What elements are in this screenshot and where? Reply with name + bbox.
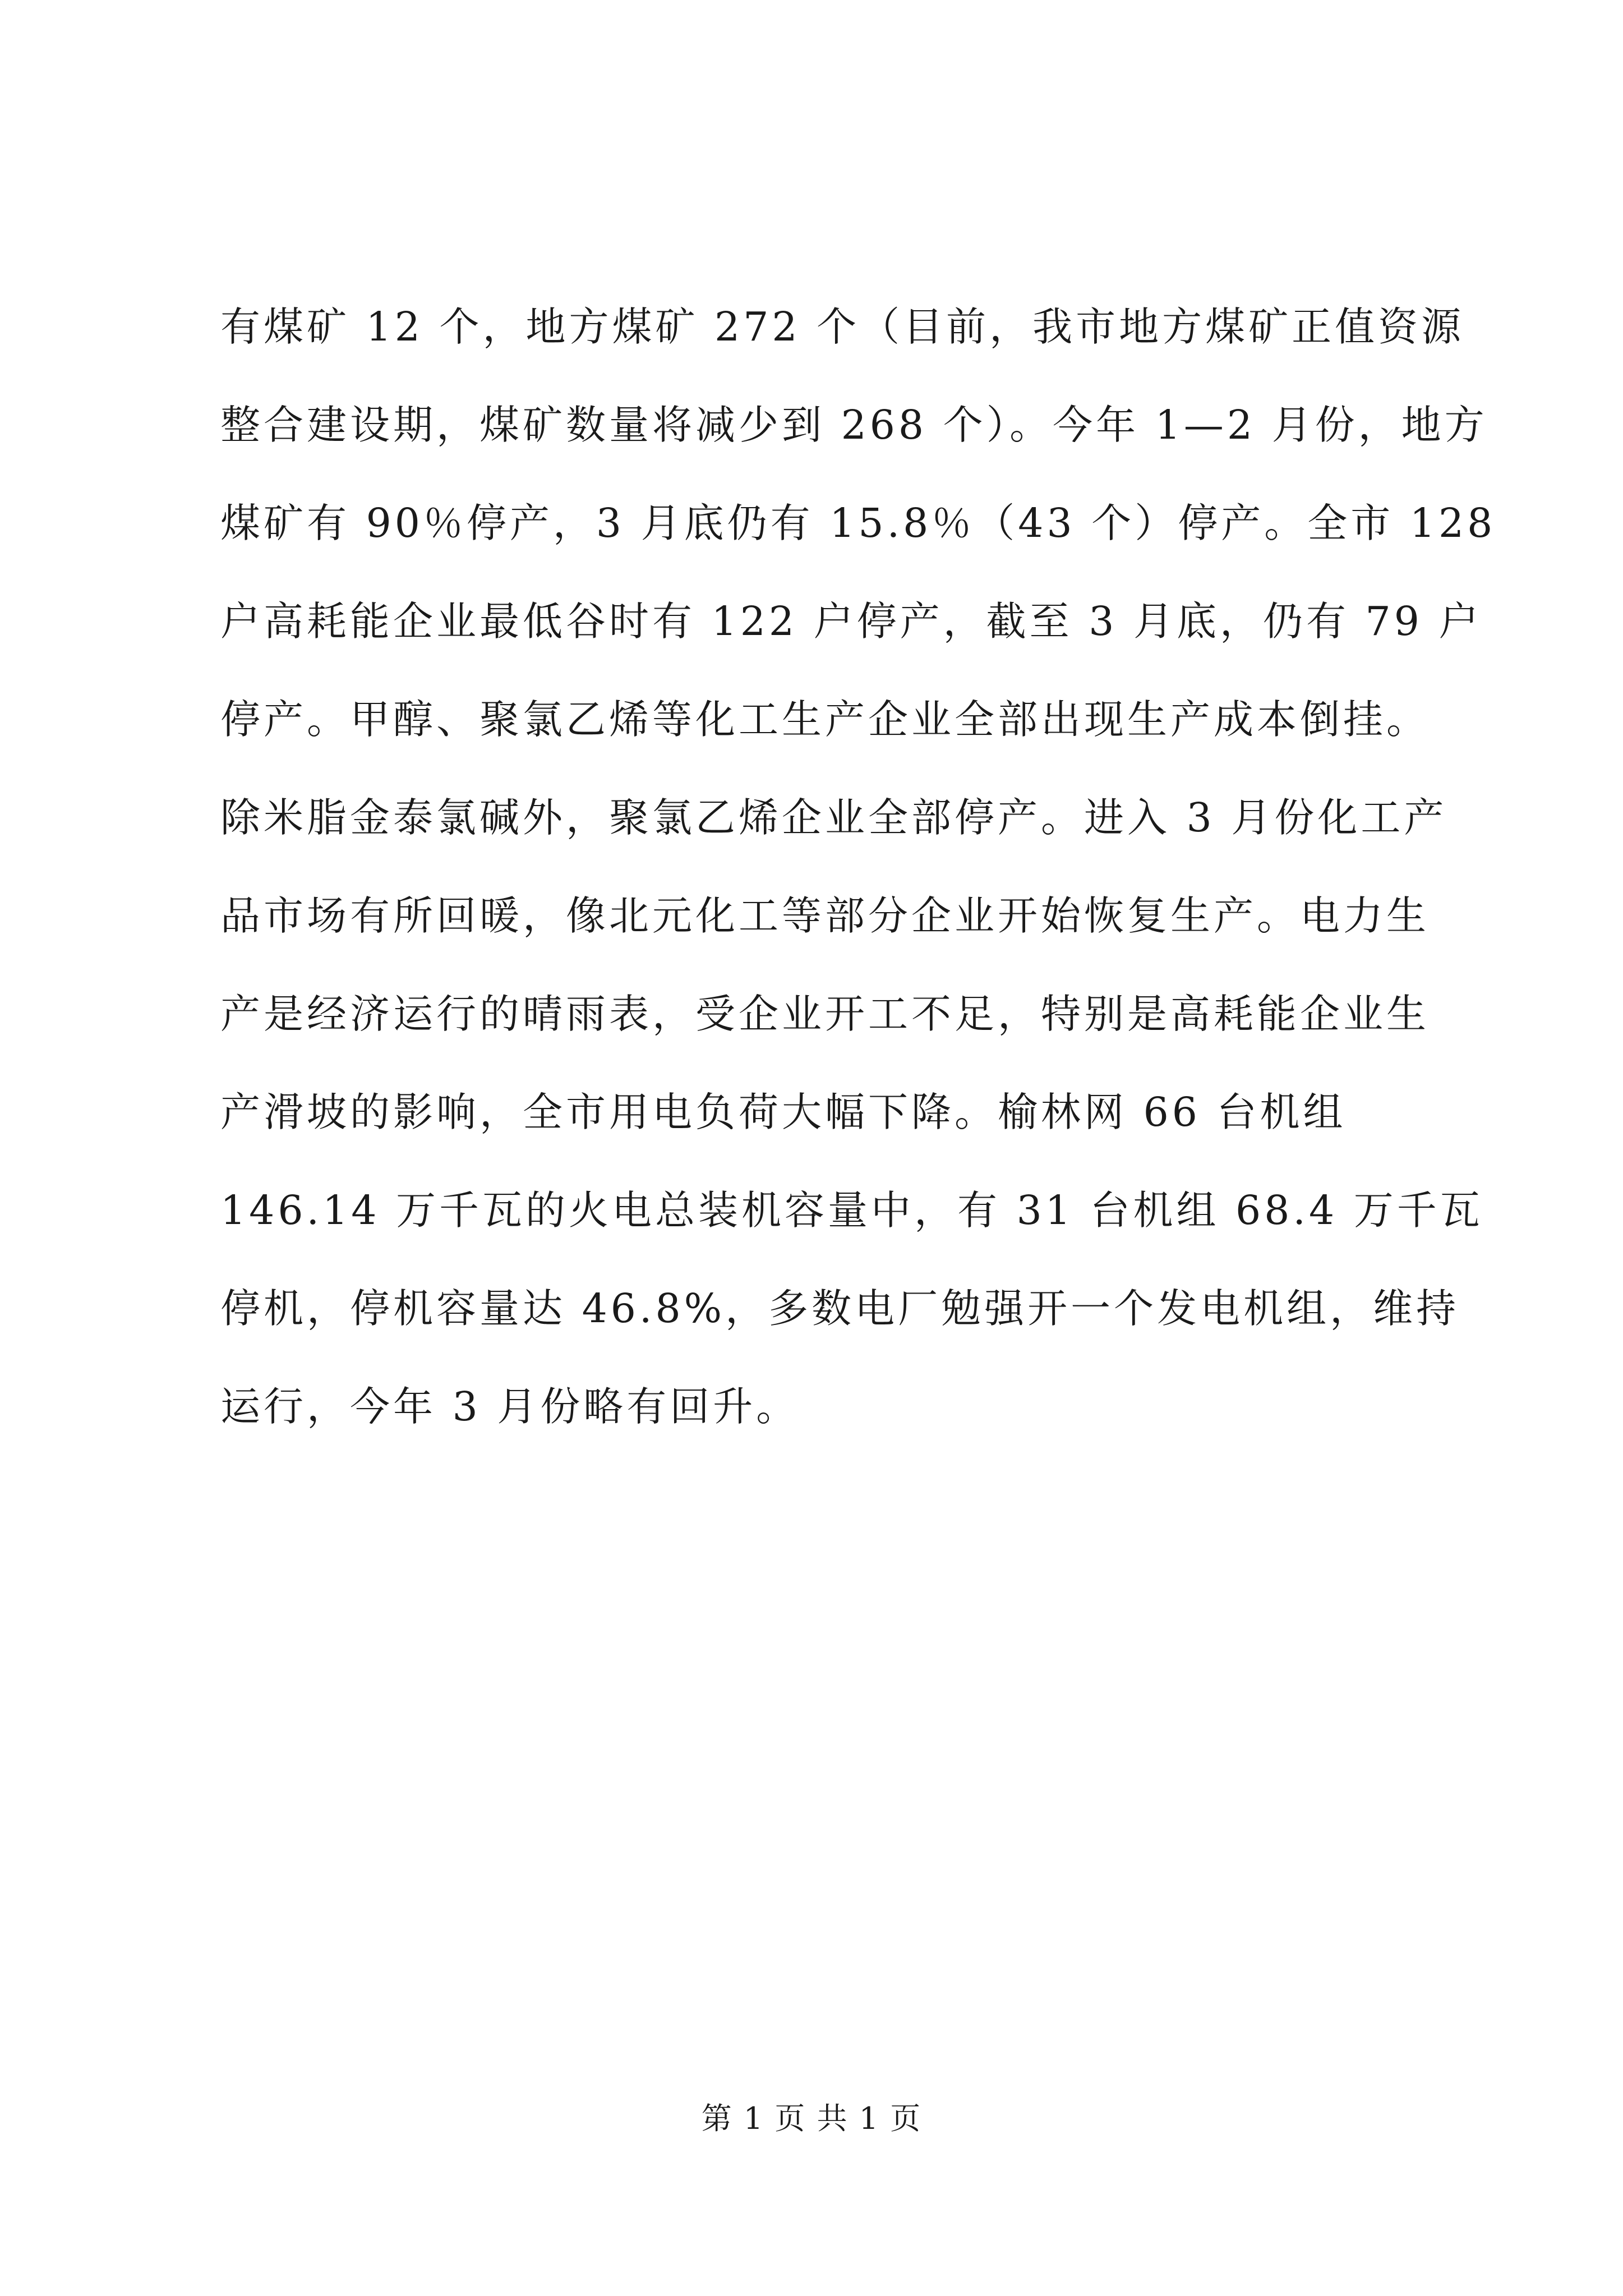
text-line: 户高耗能企业最低谷时有 122 户停产，截至 3 月底，仍有 79 户 [220,598,1482,645]
text-line: 有煤矿 12 个，地方煤矿 272 个（目前，我市地方煤矿正值资源 [220,303,1465,350]
text-line: 品市场有所回暖，像北元化工等部分企业开始恢复生产。电力生 [220,892,1430,939]
text-line: 产是经济运行的晴雨表，受企业开工不足，特别是高耗能企业生 [220,991,1430,1037]
page-number-label: 第 1 页 共 1 页 [701,2101,922,2136]
text-line: 运行，今年 3 月份略有回升。 [220,1383,800,1430]
text-line: 停机，停机容量达 46.8%，多数电厂勉强开一个发电机组，维持 [220,1285,1460,1332]
text-line: 整合建设期，煤矿数量将减少到 268 个）。今年 1—2 月份，地方 [220,402,1488,448]
page-footer [0,2099,1623,2138]
text-line: 146.14 万千瓦的火电总装机容量中，有 31 台机组 68.4 万千瓦 [220,1187,1483,1234]
body-paragraph [220,278,1496,1456]
text-line: 煤矿有 90％停产，3 月底仍有 15.8％（43 个）停产。全市 128 [220,500,1496,546]
text-line: 产滑坡的影响，全市用电负荷大幅下降。榆林网 66 台机组 [220,1089,1347,1135]
text-line: 停产。甲醇、聚氯乙烯等化工生产企业全部出现生产成本倒挂。 [220,696,1430,743]
text-line: 除米脂金泰氯碱外，聚氯乙烯企业全部停产。进入 3 月份化工产 [220,794,1447,841]
